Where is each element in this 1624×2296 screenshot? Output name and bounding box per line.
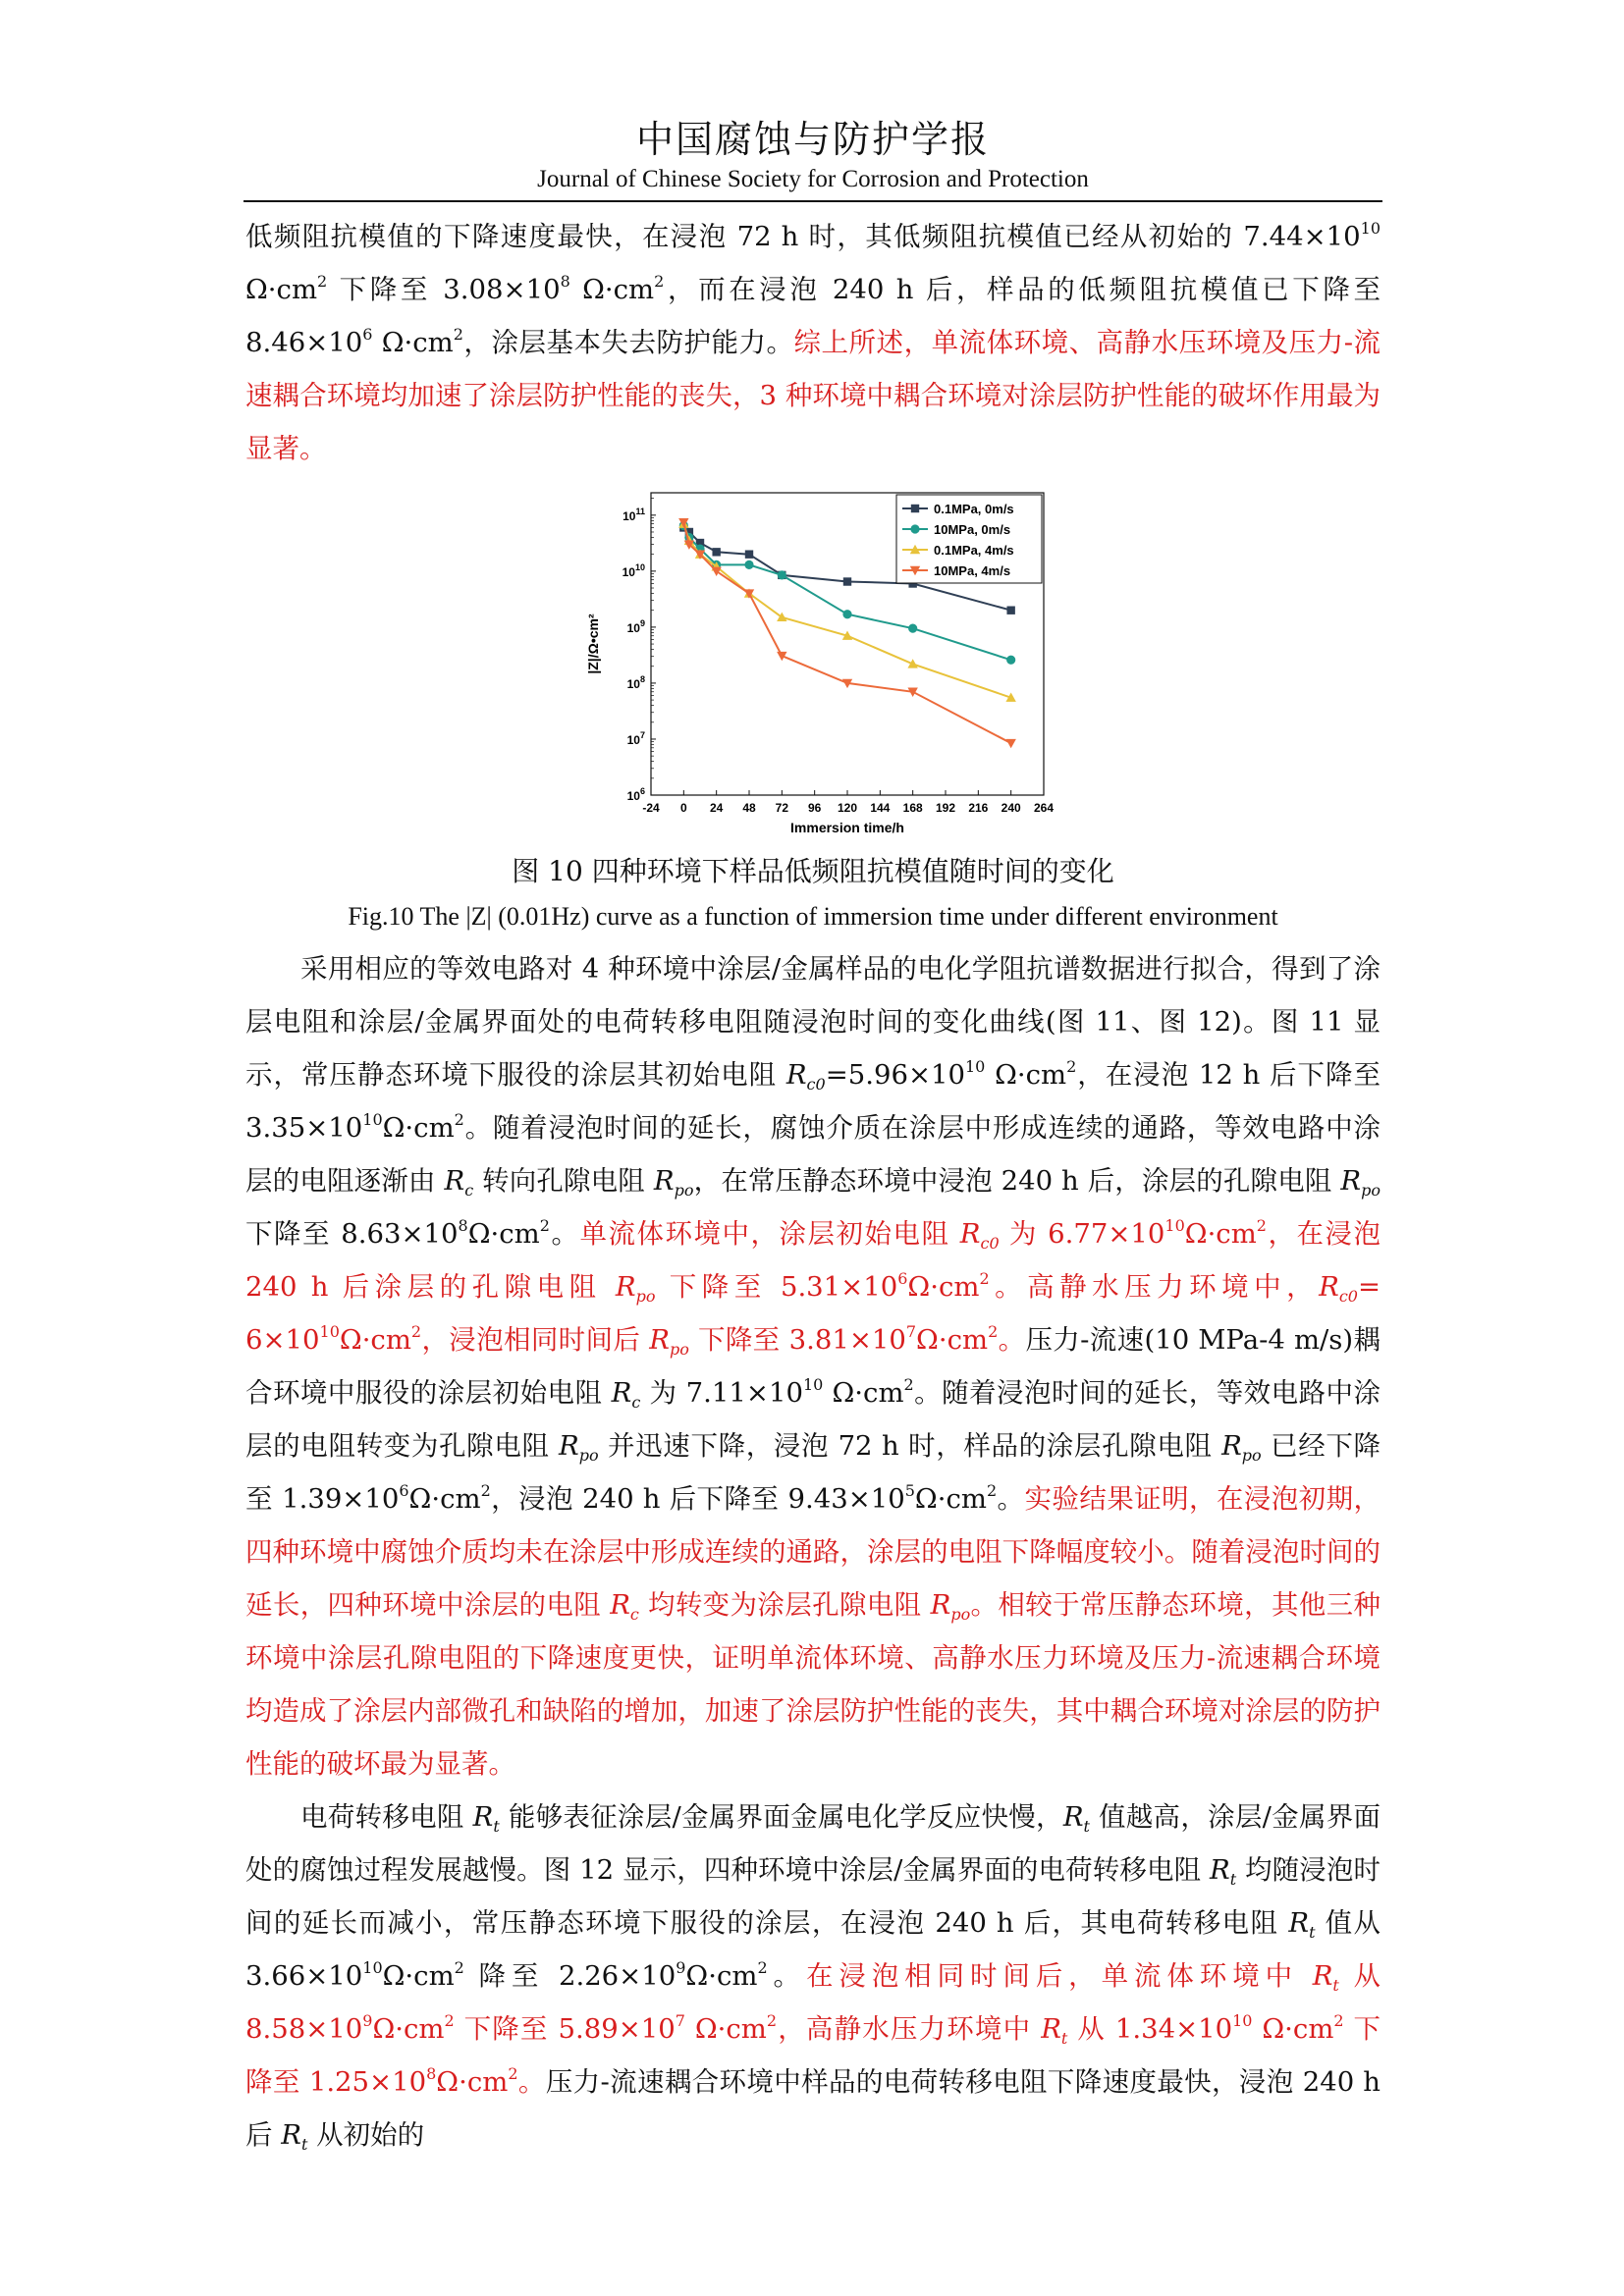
superscript: 8	[426, 2064, 437, 2083]
symbol: R	[1221, 1430, 1242, 1462]
data-point	[712, 548, 720, 556]
subscript: po	[1241, 1446, 1262, 1465]
subscript: po	[674, 1181, 694, 1200]
text-run: Ω·cm	[1184, 1218, 1257, 1250]
text-run: Ω·cm	[382, 1960, 455, 1992]
text-run: Ω·cm	[408, 1483, 481, 1515]
symbol: R	[785, 1059, 807, 1091]
data-point	[1006, 656, 1015, 665]
superscript: 2	[317, 272, 328, 291]
text-run: 。随着浸泡时间的延长，等效电路中涂层的电阻转变为孔隙电阻	[245, 1377, 1380, 1462]
text-run: =5.96×10	[825, 1059, 965, 1091]
text-run: Ω·cm	[685, 1960, 758, 1992]
symbol: R	[1319, 1271, 1339, 1303]
symbol: R	[1041, 2013, 1061, 2045]
symbol: R	[559, 1430, 579, 1462]
symbol: R	[611, 1377, 632, 1409]
journal-header	[244, 116, 1382, 194]
superscript: 5	[904, 1481, 915, 1500]
text-run: 。	[767, 1960, 806, 1992]
superscript: 6	[362, 325, 373, 344]
text-run: 均随浸泡时间的延长而减小，常压静态环境下服役的涂层，在浸泡 240 h 后，其电荷转移电阻	[245, 1854, 1380, 1939]
symbol: R	[1062, 1801, 1084, 1833]
text-run: ，在浸泡 240 h 后涂层的孔隙电阻	[245, 1218, 1381, 1303]
superscript: 6	[399, 1481, 409, 1500]
superscript: 9	[676, 1958, 686, 1977]
text-run: Ω·cm	[569, 274, 655, 305]
symbol: R	[610, 1589, 630, 1621]
superscript: 2	[1333, 2011, 1344, 2030]
text-run: ，而在浸泡 240 h 后，样品的低频阻抗模值已下降至 8.46×10	[245, 274, 1380, 358]
text-run: Ω·cm	[372, 2013, 445, 2045]
text-run: 。	[549, 1218, 580, 1250]
text-run: ，高静水压力环境中	[777, 2013, 1042, 2045]
highlighted-text	[245, 1483, 1380, 1780]
text-run: 为 6.77×10	[999, 1218, 1165, 1250]
superscript: 2	[410, 1322, 422, 1341]
data-point	[843, 577, 851, 585]
text-run: ，在浸泡 12 h 后下降至 3.35×10	[245, 1059, 1380, 1144]
symbol: R	[1340, 1165, 1362, 1197]
data-point	[744, 561, 753, 569]
y-tick-label: $10^9$	[626, 617, 645, 635]
text-run: Ω·cm	[381, 327, 454, 358]
text-run: 低频阻抗模值的下降速度最快，在浸泡 72 h 时，其低频阻抗模值已经从初始的 7.44×10	[245, 221, 1361, 252]
text-run: Ω·cm	[985, 1059, 1067, 1091]
paragraph-3	[245, 1790, 1380, 2162]
text-run: 电荷转移电阻	[300, 1801, 473, 1833]
superscript: 2	[444, 2011, 455, 2030]
text-run: ，涂层基本失去防护能力。	[462, 327, 794, 358]
subscript: c	[631, 1393, 641, 1412]
superscript: 10	[319, 1322, 340, 1341]
text-run: 在浸泡相同时间后，单流体环境中	[805, 1960, 1313, 1992]
y-axis-label: |Z|/Ω•cm²	[585, 614, 601, 674]
legend-label: 10MPa, 4m/s	[934, 563, 1011, 578]
text-run: 从 8.58×10	[245, 1960, 1380, 2045]
text-run: 值越高，涂层/金属界面处的腐蚀过程发展越慢。图 12 显示，四种环境中涂层/金属界面的电荷转移电阻	[245, 1801, 1380, 1886]
text-run: 压力-流速耦合环境中样品的电荷转移电阻下降速度最快，浸泡 240 h 后	[245, 2066, 1381, 2151]
text-run: Ω·cm	[907, 1271, 980, 1303]
legend-label: 0.1MPa, 4m/s	[934, 543, 1014, 558]
text-run: 压力-流速(10 MPa-4 m/s)耦合环境中服役的涂层初始电阻	[245, 1324, 1380, 1409]
data-point	[1006, 607, 1014, 614]
superscript: 9	[362, 2011, 373, 2030]
legend	[896, 495, 1042, 583]
subscript: po	[578, 1446, 599, 1465]
x-tick-label: 72	[775, 801, 789, 815]
text-run: 从 1.34×10	[1067, 2013, 1233, 2045]
y-tick-label: $10^6$	[626, 786, 645, 803]
x-tick-label: 240	[1001, 801, 1021, 815]
text-run: Ω·cm	[1252, 2013, 1334, 2045]
text-run: 并迅速下降，浸泡 72 h 时，样品的涂层孔隙电阻	[598, 1430, 1222, 1462]
superscript: 7	[675, 2011, 685, 2030]
subscript: po	[1361, 1181, 1381, 1200]
text-run: Ω·cm	[916, 1324, 989, 1356]
text-run: 降至 2.26×10	[463, 1960, 677, 1992]
superscript: 2	[1066, 1057, 1077, 1076]
impedance-chart	[572, 481, 1054, 834]
text-run: Ω·cm	[339, 1324, 411, 1356]
subscript: t	[1332, 1976, 1339, 1995]
data-point	[908, 624, 917, 633]
superscript: 2	[979, 1269, 990, 1288]
text-run: 。相较于常压静态环境，其他三种环境中涂层孔隙电阻的下降速度更快，证明单流体环境、高静水压力环境及压力-流速耦合环境均造成了涂层内部微孔和缺陷的增加，加速了涂层防护性能的丧失，其中耦合环境对涂层的防护性能的破坏最为显著。	[245, 1589, 1381, 1780]
symbol: R	[472, 1801, 494, 1833]
subscript: c0	[980, 1234, 1000, 1253]
figure-caption-cn: 图 10 四种环境下样品低频阻抗模值随时间的变化	[512, 855, 1114, 887]
text-run: ，浸泡相同时间后	[421, 1324, 650, 1356]
text-run: 下降至 3.81×10	[688, 1324, 906, 1356]
text-run: 已经下降至 1.39×10	[245, 1430, 1380, 1515]
data-point	[745, 550, 753, 558]
symbol: R	[649, 1324, 671, 1356]
data-point	[778, 570, 786, 579]
symbol: R	[1210, 1854, 1230, 1886]
text-run: 为 7.11×10	[640, 1377, 803, 1409]
text-run: Ω·cm	[684, 2013, 767, 2045]
subscript: po	[950, 1605, 971, 1624]
x-axis-label: Immersion time/h	[790, 820, 904, 834]
superscript: 2	[903, 1375, 914, 1394]
superscript: 2	[988, 1322, 999, 1341]
text-run: Ω·cm	[436, 2066, 509, 2098]
text-run: ，浸泡 240 h 后下降至 9.43×10	[490, 1483, 905, 1515]
superscript: 7	[905, 1322, 917, 1341]
text-run: 转向孔隙电阻	[473, 1165, 654, 1197]
text-run: 。	[998, 1324, 1026, 1356]
superscript: 10	[362, 1958, 383, 1977]
text-run: 从初始的	[307, 2119, 425, 2151]
x-tick-label: 120	[837, 801, 858, 815]
data-point	[911, 505, 919, 512]
subscript: po	[670, 1340, 689, 1359]
figure-10	[572, 481, 1054, 834]
x-tick-label: 144	[870, 801, 891, 815]
x-tick-label: 0	[679, 801, 687, 815]
superscript: 2	[757, 1958, 768, 1977]
text-run: Ω·cm	[467, 1218, 540, 1250]
journal-title-cn: 中国腐蚀与防护学报	[635, 118, 990, 161]
paragraph-1	[245, 210, 1380, 475]
text-run: ，在常压静态环境中浸泡 240 h 后，涂层的孔隙电阻	[693, 1165, 1341, 1197]
superscript: 2	[539, 1216, 550, 1235]
text-run: 能够表征涂层/金属界面金属电化学反应快慢，	[499, 1801, 1063, 1833]
symbol: R	[615, 1271, 636, 1303]
text-run: Ω·cm	[823, 1377, 904, 1409]
x-tick-label: 264	[1033, 801, 1054, 815]
x-tick-label: 192	[935, 801, 956, 815]
symbol: R	[1288, 1907, 1310, 1939]
text-run: 。随着浸泡时间的延长，腐蚀介质在涂层中形成连续的通路，等效电路中涂层的电阻逐渐由	[245, 1112, 1380, 1197]
subscript: c0	[806, 1075, 826, 1094]
symbol: R	[1312, 1960, 1333, 1992]
data-point	[910, 524, 919, 533]
legend-label: 10MPa, 0m/s	[934, 522, 1011, 537]
x-tick-label: -24	[642, 801, 660, 815]
text-run: 单流体环境中，涂层初始电阻	[579, 1218, 960, 1250]
superscript: 2	[480, 1481, 491, 1500]
superscript: 10	[362, 1110, 383, 1129]
superscript: 2	[1256, 1216, 1267, 1235]
symbol: R	[930, 1589, 951, 1621]
superscript: 8	[458, 1216, 468, 1235]
subscript: c0	[1338, 1287, 1358, 1306]
superscript: 2	[454, 1958, 464, 1977]
text-run: Ω·cm	[245, 274, 318, 305]
highlighted-text: 综上所述，单流体环境、高静水压环境及压力-流速耦合环境均加速了涂层防护性能的丧失，3 种环境中耦合环境对涂层防护性能的破坏作用最为显著。	[245, 327, 1380, 464]
text-run: 值从 3.66×10	[245, 1907, 1380, 1992]
text-run: 。	[997, 1483, 1025, 1515]
text-run: 下降至 1.25×10	[245, 2013, 1381, 2098]
subscript: t	[1083, 1817, 1090, 1836]
superscript: 2	[453, 325, 463, 344]
text-run: = 6×10	[245, 1271, 1380, 1356]
symbol: R	[959, 1218, 981, 1250]
x-tick-label: 24	[709, 801, 724, 815]
legend-label: 0.1MPa, 0m/s	[934, 502, 1014, 516]
data-point	[842, 610, 851, 618]
superscript: 10	[1232, 2011, 1253, 2030]
subscript: t	[1229, 1870, 1237, 1889]
x-tick-label: 168	[902, 801, 923, 815]
y-tick-label: $10^7$	[626, 729, 645, 747]
superscript: 2	[654, 272, 665, 291]
text-run: 下降至 5.89×10	[454, 2013, 676, 2045]
superscript: 6	[897, 1269, 908, 1288]
superscript: 10	[802, 1375, 824, 1394]
superscript: 2	[454, 1110, 464, 1129]
superscript: 2	[766, 2011, 778, 2030]
superscript: 10	[1360, 219, 1380, 238]
y-tick-label: $10^{11}$	[623, 506, 645, 523]
header-rule	[244, 200, 1382, 202]
subscript: po	[635, 1287, 656, 1306]
symbol: R	[653, 1165, 675, 1197]
paragraph-2	[245, 942, 1380, 1790]
superscript: 10	[1164, 1216, 1185, 1235]
symbol: R	[444, 1165, 465, 1197]
subscript: c	[464, 1181, 474, 1200]
text-run: Ω·cm	[382, 1112, 455, 1144]
text-run: 。高静水压力环境中，	[989, 1271, 1320, 1303]
superscript: 8	[560, 272, 570, 291]
figure-caption-en: Fig.10 The |Z| (0.01Hz) curve as a function of immersion time under different environment	[348, 902, 1278, 931]
superscript: 2	[508, 2064, 518, 2083]
x-tick-label: 48	[742, 801, 756, 815]
journal-title-en: Journal of Chinese Society for Corrosion and Protection	[537, 166, 1089, 192]
text-run: 下降至 3.08×10	[327, 274, 561, 305]
text-run: 。	[517, 2066, 546, 2098]
x-tick-label: 216	[968, 801, 989, 815]
text-run: 下降至 8.63×10	[245, 1218, 459, 1250]
x-tick-label: 96	[807, 801, 822, 815]
y-tick-label: $10^8$	[626, 673, 645, 691]
subscript: t	[300, 2135, 308, 2154]
text-run: Ω·cm	[914, 1483, 987, 1515]
text-run: 实验结果证明，在浸泡初期，四种环境中腐蚀介质均未在涂层中形成连续的通路，涂层的电阻下降幅度较小。随着浸泡时间的延长，四种环境中涂层的电阻	[245, 1483, 1381, 1621]
symbol: R	[281, 2119, 301, 2151]
subscript: t	[1060, 2029, 1068, 2048]
text-run: 采用相应的等效电路对 4 种环境中涂层/金属样品的电化学阻抗谱数据进行拟合，得到了涂层电阻和涂层/金属界面处的电荷转移电阻随浸泡时间的变化曲线(图 11、图 12)。图 11 显示，常压静态环境下服役的涂层其初始电阻	[245, 953, 1380, 1091]
subscript: t	[1309, 1923, 1316, 1942]
superscript: 10	[965, 1057, 986, 1076]
subscript: c	[629, 1605, 639, 1624]
superscript: 2	[986, 1481, 998, 1500]
y-tick-label: $10^{10}$	[622, 561, 645, 579]
text-run: 下降至 5.31×10	[655, 1271, 898, 1303]
subscript: t	[493, 1817, 500, 1836]
text-run: 均转变为涂层孔隙电阻	[638, 1589, 931, 1621]
